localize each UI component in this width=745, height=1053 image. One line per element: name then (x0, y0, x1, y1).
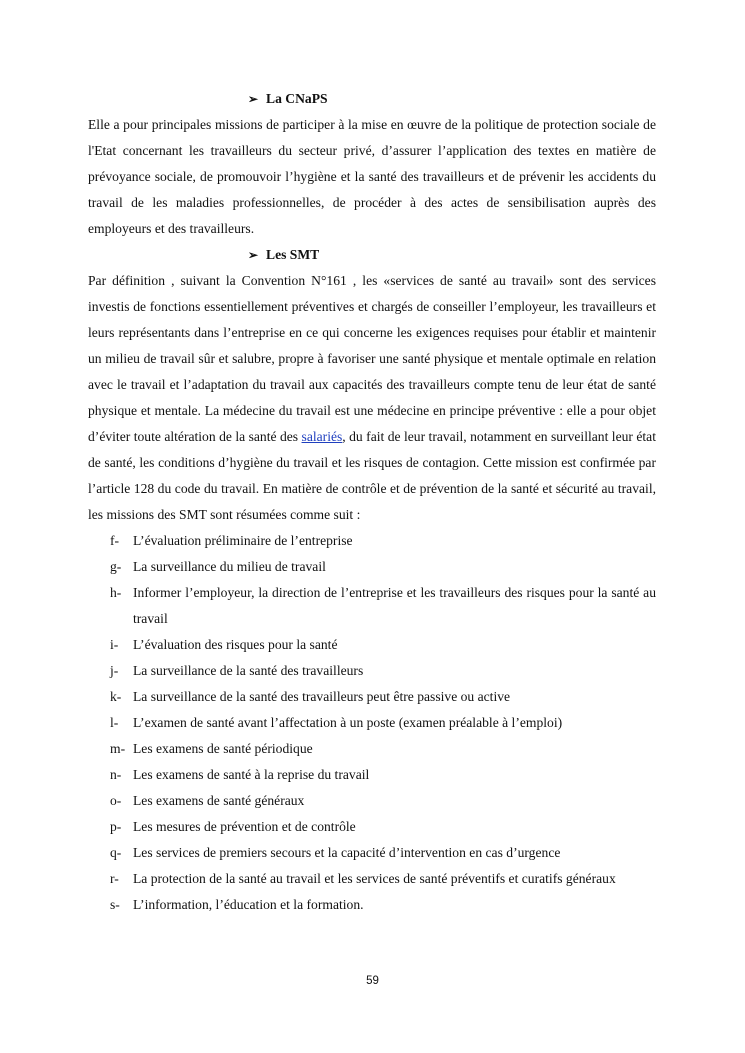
list-item-text: Les examens de santé périodique (133, 741, 313, 756)
list-marker: f- (110, 533, 120, 548)
list-item (88, 528, 656, 554)
list-marker: j- (110, 663, 119, 678)
list-item (88, 736, 656, 762)
list-item (88, 892, 656, 918)
smt-missions-list (88, 528, 656, 918)
cnaps-paragraph: Elle a pour principales missions de participer à la mise en œuvre de la politique de protection sociale de l'Etat concernant les travailleurs du secteur privé, d’assurer l’application des textes en matière de prévoyance sociale, de promouvoir l’hygiène et la santé des travailleurs et de prévenir les accidents du travail de les maladies professionnelles, de procéder à des actes de sensibilisation auprès des employeurs et des travailleurs. (88, 117, 656, 236)
list-item (88, 554, 656, 580)
list-marker: n- (110, 767, 122, 782)
list-marker: q- (110, 845, 122, 860)
list-marker: o- (110, 793, 122, 808)
list-item-text: Informer l’employeur, la direction de l’entreprise et les travailleurs des risques pour la santé au travail (133, 585, 656, 626)
list-marker: g- (110, 559, 122, 574)
smt-paragraph (88, 268, 656, 528)
section-heading-cnaps (88, 86, 656, 112)
section-heading-smt (88, 242, 656, 268)
list-item-text: L’évaluation des risques pour la santé (133, 637, 338, 652)
list-item-text: Les examens de santé généraux (133, 793, 305, 808)
list-item (88, 840, 656, 866)
paragraph-text: , du fait de leur travail, notamment en surveillant leur état de santé, les conditions d’hygiène du travail et les risques de contagion. Cette mission est confirmée par l’article 128 du code du travail. En matière de contrôle et de prévention de la santé et sécurité au travail, les missions des SMT sont résumées comme suit : (88, 429, 656, 522)
list-marker: r- (110, 871, 119, 886)
list-item-text: Les mesures de prévention et de contrôle (133, 819, 356, 834)
list-marker: l- (110, 715, 119, 730)
list-item-text: La surveillance de la santé des travailleurs peut être passive ou active (133, 689, 511, 704)
list-item (88, 814, 656, 840)
list-marker: i- (110, 637, 119, 652)
list-item-text: L’évaluation préliminaire de l’entreprise (133, 533, 353, 548)
list-item (88, 762, 656, 788)
list-item-text: Les services de premiers secours et la capacité d’intervention en cas d’urgence (133, 845, 561, 860)
list-item-text: Les examens de santé à la reprise du travail (133, 767, 370, 782)
arrow-bullet-icon: ➢ (248, 92, 259, 106)
list-item-text: La protection de la santé au travail et les services de santé préventifs et curatifs généraux (133, 871, 616, 886)
list-item-text: La surveillance du milieu de travail (133, 559, 326, 574)
list-item-text: L’examen de santé avant l’affectation à un poste (examen préalable à l’emploi) (133, 715, 563, 730)
list-marker: s- (110, 897, 120, 912)
list-item (88, 788, 656, 814)
list-item (88, 632, 656, 658)
paragraph-text: Par définition , suivant la Convention N°161 , les «services de santé au travail» sont des services investis de fonctions essentiellement préventives et chargés de conseiller l’employeur, les travailleurs et leurs représentants dans l’entreprise en ce qui concerne les exigences requises pour établir et maintenir un milieu de travail sûr et salubre, propre à favoriser une santé physique et mentale optimale en relation avec le travail et l’adaptation du travail aux capacités des travailleurs compte tenu de leur état de santé physique et mentale. La médecine du travail est une médecine en principe préventive : elle a pour objet d’éviter toute altération de la santé des (88, 273, 656, 444)
heading-text: Les SMT (266, 247, 320, 262)
list-marker: k- (110, 689, 122, 704)
arrow-bullet-icon: ➢ (248, 248, 259, 262)
list-item (88, 710, 656, 736)
heading-text: La CNaPS (266, 91, 328, 106)
list-marker: h- (110, 585, 122, 600)
list-item (88, 658, 656, 684)
salaries-link[interactable]: salariés (301, 429, 343, 444)
list-item (88, 580, 656, 632)
list-marker: m- (110, 741, 126, 756)
list-item (88, 684, 656, 710)
document-page (88, 86, 656, 918)
list-item-text: La surveillance de la santé des travailleurs (133, 663, 364, 678)
page-number: 59 (366, 975, 379, 987)
list-item-text: L’information, l’éducation et la formation. (133, 897, 364, 912)
list-marker: p- (110, 819, 122, 834)
list-item (88, 866, 656, 892)
